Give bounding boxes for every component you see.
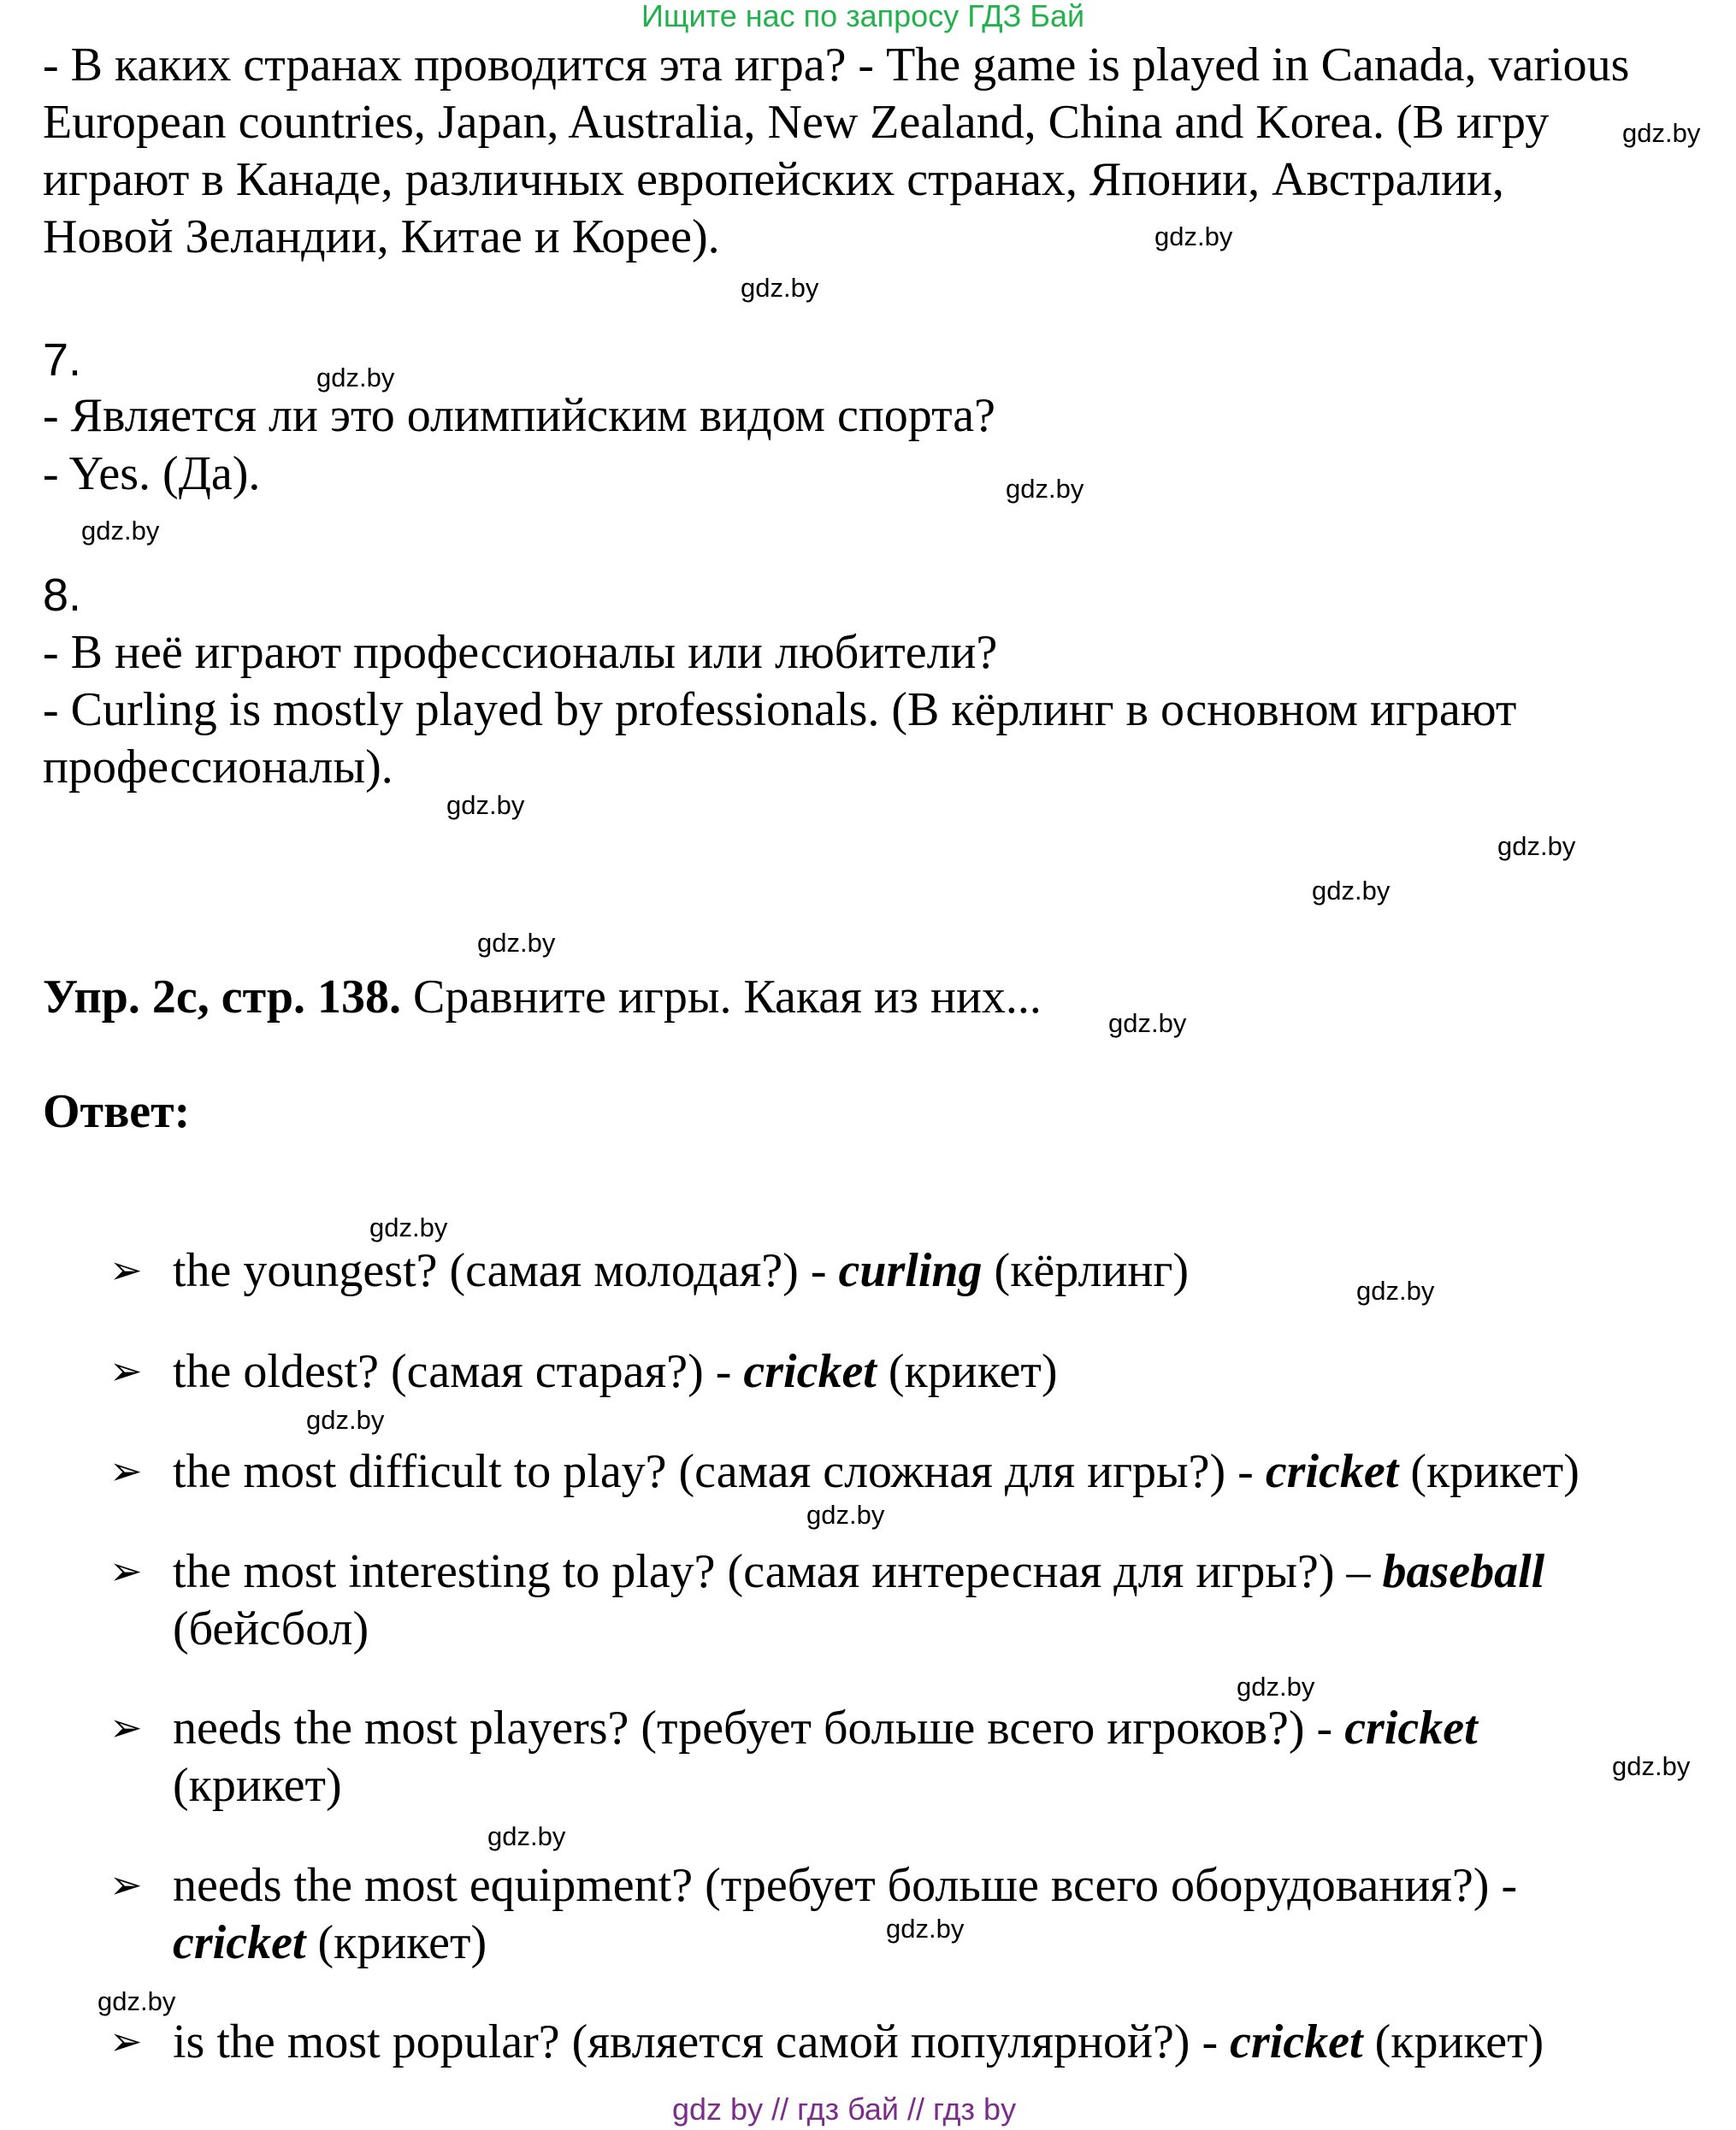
footer-links[interactable]: gdz by // гдз бай // гдз by <box>672 2092 1017 2127</box>
watermark: gdz.by <box>806 1500 885 1530</box>
bullet-translation: (крикет) <box>1362 2015 1544 2068</box>
bullet-item-1 <box>173 1244 1190 1297</box>
bullet-text: the most difficult to play? (самая сложная для игры?) - <box>173 1445 1266 1498</box>
exercise-task: Сравните игры. Какая из них... <box>412 971 1042 1024</box>
bullet-item-5-line-2: (крикет) <box>173 1759 342 1812</box>
item-8-question: - В неё играют профессионалы или любители? <box>43 626 998 679</box>
bullet-item-6-line-2 <box>173 1916 487 1969</box>
item-8-number: 8. <box>43 569 82 621</box>
intro-line-1: - В каких странах проводится эта игра? - The game is played in Canada, various <box>43 38 1630 91</box>
item-7-number: 7. <box>43 334 82 386</box>
watermark: gdz.by <box>477 928 556 958</box>
item-7-question: - Является ли это олимпийским видом спорта? <box>43 389 995 442</box>
watermark: gdz.by <box>487 1821 566 1851</box>
watermark: gdz.by <box>306 1405 385 1435</box>
watermark: gdz.by <box>1154 221 1233 251</box>
watermark: gdz.by <box>1622 118 1701 148</box>
watermark: gdz.by <box>1237 1672 1315 1702</box>
item-8-answer-line-1: - Curling is mostly played by professionals. (В кёрлинг в основном играют <box>43 683 1517 736</box>
bullet-answer: cricket <box>173 1916 306 1969</box>
bullet-item-5 <box>173 1702 1478 1755</box>
bullet-answer: cricket <box>1265 1445 1399 1498</box>
watermark: gdz.by <box>1108 1008 1187 1038</box>
bullet-marker-5: ➢ <box>109 1704 143 1750</box>
watermark: gdz.by <box>1006 474 1084 504</box>
bullet-translation: (крикет) <box>1398 1445 1580 1498</box>
bullet-answer: cricket <box>743 1345 877 1398</box>
watermark: gdz.by <box>446 790 525 820</box>
bullet-translation: (крикет) <box>876 1345 1058 1398</box>
item-8-answer-line-2: профессионалы). <box>43 740 393 794</box>
bullet-translation: (крикет) <box>305 1916 487 1969</box>
bullet-text: the oldest? (самая старая?) - <box>173 1345 744 1398</box>
exercise-ref: Упр. 2с, стр. 138. <box>43 971 401 1024</box>
bullet-marker-3: ➢ <box>109 1448 143 1494</box>
bullet-item-3 <box>173 1445 1580 1498</box>
watermark: gdz.by <box>1312 876 1391 906</box>
bullet-marker-4: ➢ <box>109 1548 143 1594</box>
bullet-answer: baseball <box>1382 1545 1545 1598</box>
bullet-answer: cricket <box>1344 1702 1478 1755</box>
watermark: gdz.by <box>97 1986 176 2016</box>
watermark: gdz.by <box>886 1914 965 1944</box>
bullet-translation: (кёрлинг) <box>982 1244 1190 1297</box>
bullet-marker-6: ➢ <box>109 1862 143 1908</box>
bullet-item-7 <box>173 2015 1544 2068</box>
bullet-item-4 <box>173 1545 1545 1598</box>
bullet-marker-1: ➢ <box>109 1247 143 1293</box>
watermark: gdz.by <box>316 363 395 392</box>
intro-line-2: European countries, Japan, Australia, New Zealand, China and Korea. (В игру <box>43 96 1550 149</box>
bullet-answer: cricket <box>1230 2015 1363 2068</box>
watermark: gdz.by <box>741 273 819 303</box>
bullet-item-6: needs the most equipment? (требует больше всего оборудования?) - <box>173 1859 1518 1912</box>
bullet-text: the most interesting to play? (самая интересная для игры?) – <box>173 1545 1383 1598</box>
bullet-text: the youngest? (самая молодая?) - <box>173 1244 839 1297</box>
bullet-answer: curling <box>838 1244 983 1297</box>
bullet-marker-7: ➢ <box>109 2018 143 2064</box>
bullet-text: is the most popular? (является самой популярной?) - <box>173 2015 1231 2068</box>
intro-line-4: Новой Зеландии, Китае и Корее). <box>43 210 720 263</box>
header-banner[interactable]: Ищите нас по запросу ГДЗ Бай <box>641 0 1085 33</box>
watermark: gdz.by <box>1356 1276 1435 1306</box>
watermark: gdz.by <box>369 1213 448 1242</box>
bullet-marker-2: ➢ <box>109 1348 143 1394</box>
item-7-answer: - Yes. (Да). <box>43 447 261 500</box>
bullet-text: needs the most players? (требует больше всего игроков?) - <box>173 1702 1345 1755</box>
bullet-item-2 <box>173 1345 1058 1398</box>
intro-line-3: играют в Канаде, различных европейских странах, Японии, Австралии, <box>43 153 1504 206</box>
exercise-heading <box>43 971 1042 1024</box>
watermark: gdz.by <box>81 516 160 546</box>
watermark: gdz.by <box>1612 1751 1691 1781</box>
watermark: gdz.by <box>1497 831 1576 861</box>
answer-label: Ответ: <box>43 1085 191 1138</box>
bullet-item-4-line-2: (бейсбол) <box>173 1602 369 1655</box>
